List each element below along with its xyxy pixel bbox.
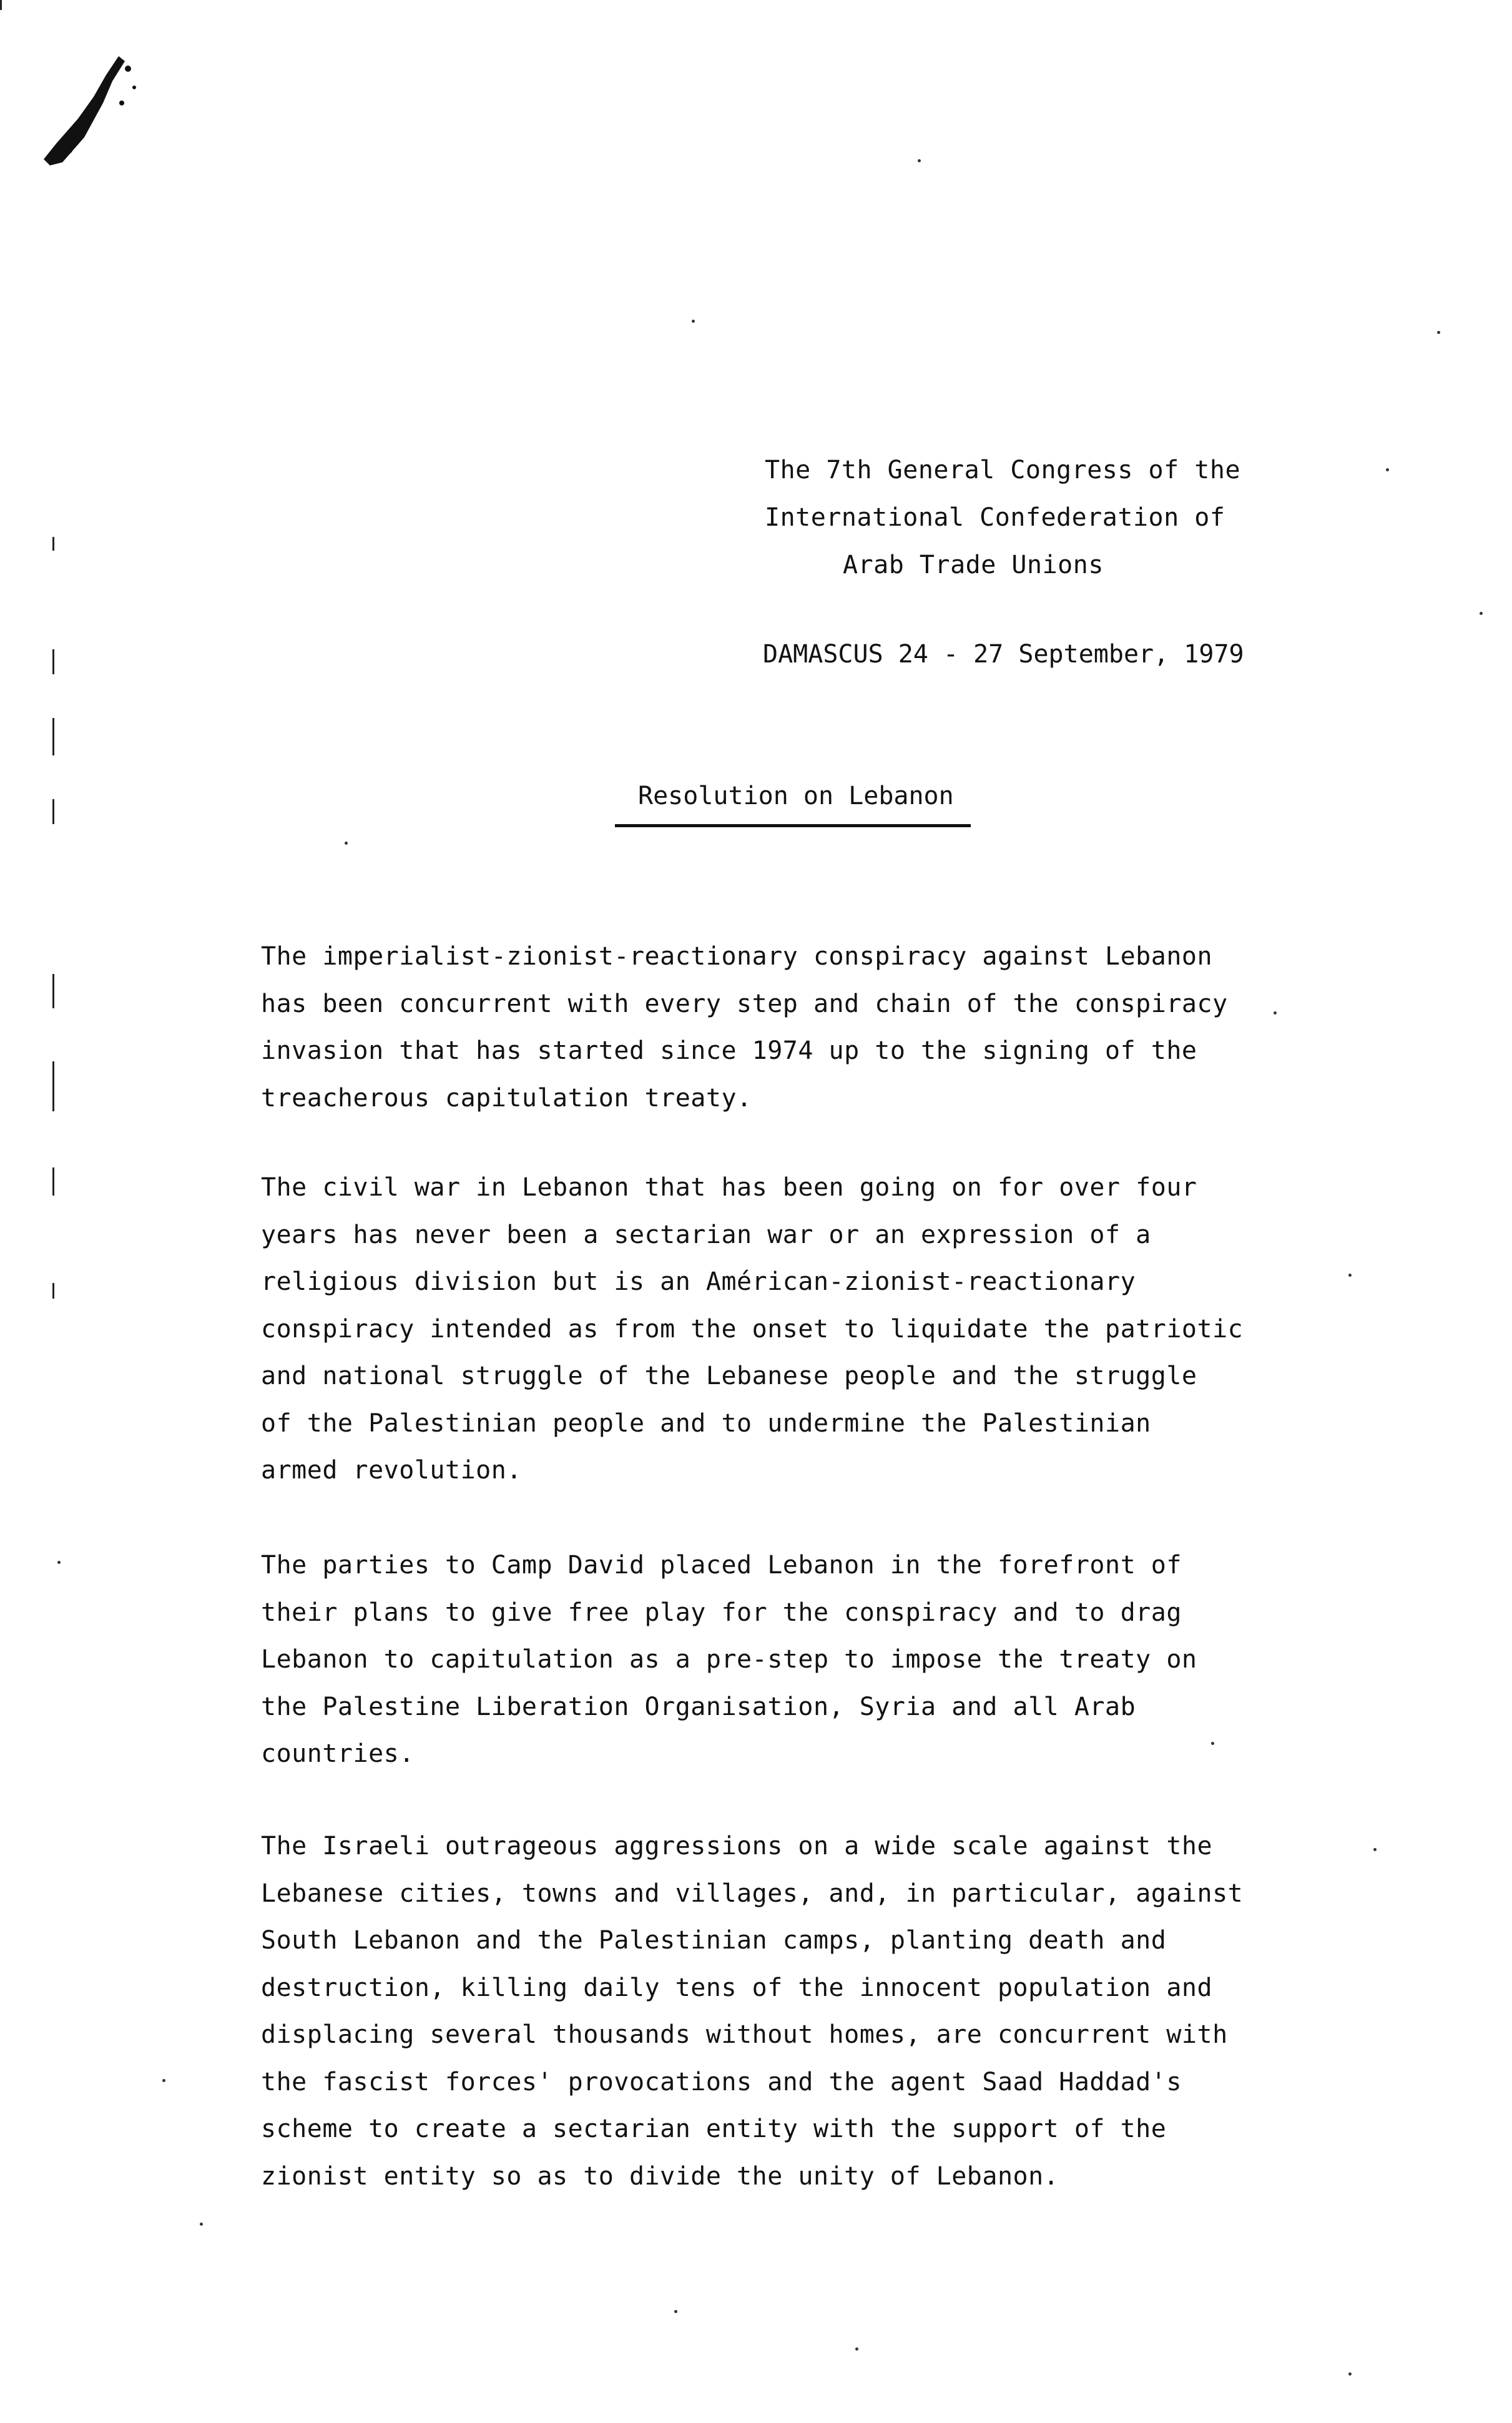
- scan-speck: [1348, 1274, 1352, 1277]
- scan-margin-mark: [52, 537, 54, 551]
- scan-speck: [1437, 331, 1440, 334]
- paragraph-line: The imperialist-zionist-reactionary conspiracy against Lebanon: [261, 942, 1213, 971]
- scan-speck: [855, 2347, 858, 2351]
- scan-speck: [1348, 2372, 1352, 2376]
- scan-margin-mark: [52, 974, 54, 1008]
- paragraph-line: the Palestine Liberation Organisation, Syria and all Arab: [261, 1692, 1136, 1721]
- paragraph-line: has been concurrent with every step and chain of the conspiracy: [261, 989, 1228, 1018]
- scan-margin-mark: [52, 1283, 54, 1299]
- paragraph-line: armed revolution.: [261, 1456, 522, 1485]
- paragraph-line: their plans to give free play for the conspiracy and to drag: [261, 1598, 1182, 1627]
- scan-speck: [1386, 468, 1389, 471]
- paragraph: [261, 1823, 1291, 2200]
- scan-speck: [674, 2310, 677, 2313]
- paragraph-line: The parties to Camp David placed Lebanon in the forefront of: [261, 1551, 1182, 1580]
- paragraph-line: conspiracy intended as from the onset to liquidate the patriotic: [261, 1314, 1244, 1344]
- scan-speck: [918, 159, 921, 162]
- header-line: The 7th General Congress of the: [765, 456, 1241, 484]
- paragraph: [261, 1164, 1291, 1495]
- paragraph-line: and national struggle of the Lebanese people and the struggle: [261, 1362, 1197, 1390]
- scan-margin-mark: [52, 1167, 54, 1196]
- paragraph-line: treacherous capitulation treaty.: [261, 1083, 752, 1113]
- paragraph: [261, 933, 1291, 1122]
- scan-margin-mark: [52, 718, 54, 755]
- header-line: Arab Trade Unions: [843, 551, 1104, 579]
- paragraph-line: invasion that has started since 1974 up to the signing of the: [261, 1036, 1197, 1065]
- paragraph-line: zionist entity so as to divide the unity of Lebanon.: [261, 2161, 1059, 2191]
- scan-speck: [200, 2223, 203, 2226]
- paragraph-line: of the Palestinian people and to undermine the Palestinian: [261, 1408, 1151, 1438]
- scan-speck: [162, 2079, 165, 2082]
- paragraph-line: The civil war in Lebanon that has been going on for over four: [261, 1173, 1197, 1202]
- scan-speck: [1480, 612, 1483, 615]
- title-underline: [615, 824, 971, 827]
- paragraph-line: religious division but is an Américan-zionist-reactionary: [261, 1267, 1136, 1296]
- paragraph-line: South Lebanon and the Palestinian camps, planting death and: [261, 1926, 1167, 1955]
- paragraph-line: The Israeli outrageous aggressions on a wide scale against the: [261, 1832, 1213, 1860]
- paragraph-line: countries.: [261, 1739, 415, 1768]
- paragraph-line: displacing several thousands without homes, are concurrent with: [261, 2020, 1228, 2049]
- ink-blot-mark: [25, 44, 144, 169]
- scan-speck: [345, 842, 348, 845]
- paragraph-line: Lebanese cities, towns and villages, and, in particular, against: [261, 1879, 1244, 1908]
- paragraph-line: Lebanon to capitulation as a pre-step to impose the treaty on: [261, 1645, 1197, 1674]
- paragraph-line: the fascist forces' provocations and the agent Saad Haddad's: [261, 2067, 1182, 2096]
- scan-speck: [1274, 1011, 1277, 1015]
- scan-margin-mark: [52, 1061, 54, 1111]
- scan-margin-mark: [52, 799, 54, 824]
- scan-margin-mark: [52, 649, 54, 674]
- paragraph: [261, 1542, 1291, 1778]
- header-line: International Confederation of: [765, 503, 1225, 532]
- scan-speck: [692, 320, 695, 323]
- document-title: Resolution on Lebanon: [638, 782, 954, 810]
- scan-margin-mark: [0, 0, 2, 10]
- paragraph-line: scheme to create a sectarian entity with the support of the: [261, 2115, 1167, 2143]
- congress-header: [765, 446, 1240, 589]
- paragraph-line: years has never been a sectarian war or an expression of a: [261, 1220, 1151, 1249]
- scan-speck: [1211, 1742, 1214, 1745]
- scan-speck: [57, 1561, 61, 1564]
- paragraph-line: destruction, killing daily tens of the innocent population and: [261, 1973, 1213, 2002]
- dateline: DAMASCUS 24 - 27 September, 1979: [763, 640, 1244, 669]
- scan-speck: [1373, 1848, 1377, 1851]
